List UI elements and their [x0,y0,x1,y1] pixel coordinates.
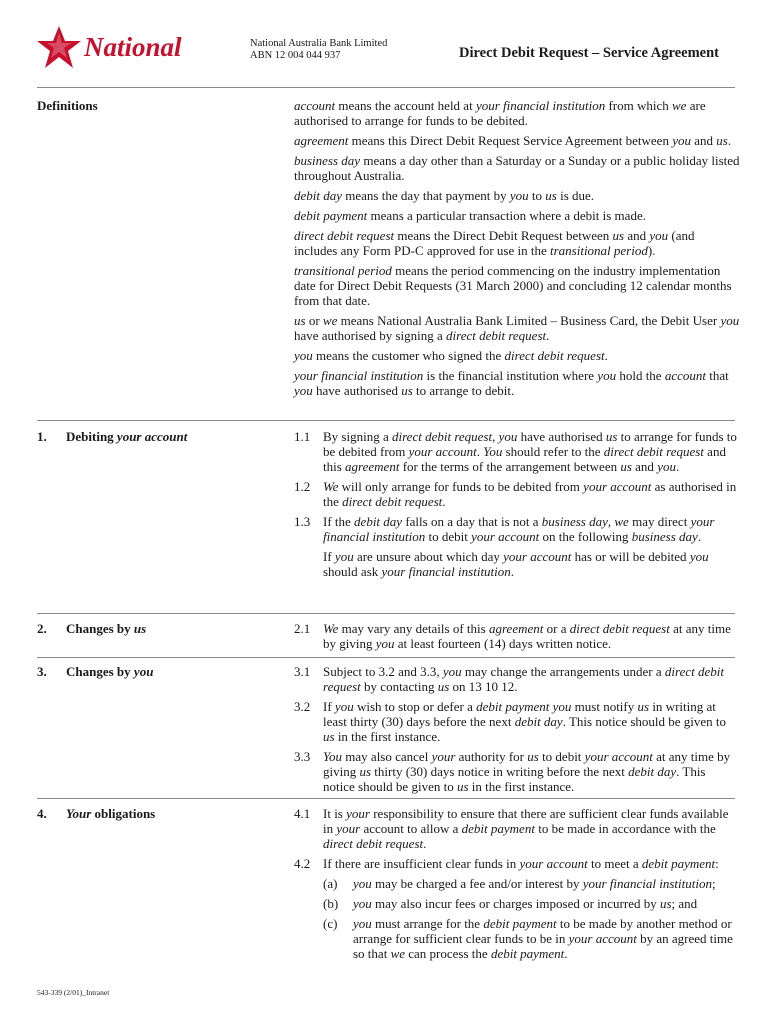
text-run: are unsure about which day [353,549,504,564]
defined-term: direct debit request [323,836,424,851]
text-run: means a particular transaction where a debit is made. [367,208,646,223]
defined-term: you [294,348,313,363]
definitions-heading: Definitions [37,98,98,113]
text-run: . [546,328,550,343]
text-run: have authorised [312,383,402,398]
text-run: are authorised to arrange for funds to be debited. [294,98,706,128]
national-star-logo-icon [37,24,217,72]
text-run: hold the [616,368,665,383]
text-run: to debit [538,749,585,764]
section-3-body [294,664,740,799]
defined-term: us [659,896,672,911]
defined-term: debit payment [461,821,535,836]
defined-term: business day [631,529,698,544]
definition-item [294,228,740,258]
defined-term: you [720,313,740,328]
text-run: By signing a [323,429,392,444]
text-run: means National Australia Bank Limited – Business Card, the Debit User [337,313,721,328]
text-run: If the [323,514,355,529]
defined-term: direct debit request [391,429,493,444]
defined-term: direct debit request [603,444,704,459]
defined-term: you [509,188,529,203]
text-run: and this [323,444,726,474]
defined-term: we [322,313,338,328]
section-divider [37,657,735,658]
defined-term: debit day [628,764,677,779]
defined-term: direct debit request [504,348,605,363]
text-run: . [564,946,568,961]
defined-term: you [672,133,691,148]
defined-term: your financial institution [582,876,712,891]
text-run: by contacting [360,679,438,694]
text-run: . [423,836,427,851]
text-run: and [624,228,650,243]
definition-item [294,153,740,183]
section-number: 3. [37,664,47,679]
defined-term: transitional period [294,263,392,278]
text-run: thirty (30) days notice in writing before the next [371,764,629,779]
national-logo [37,24,217,72]
section-2-heading: 2. Changes by us [37,621,147,636]
text-run: means a day other than a Saturday or a Sunday or a public holiday listed throughout Australia. [294,153,740,183]
text-run: . This notice should be given to [562,714,727,729]
text-run: must arrange for the [371,916,484,931]
text-run: and [631,459,658,474]
defined-term: agreement [345,459,400,474]
text-run: to be made in accordance with the [534,821,716,836]
text-run: is the financial institution where [423,368,598,383]
text-run: on the following [539,529,632,544]
defined-term: your account [503,549,572,564]
clause-4-2-a [294,876,740,891]
clause-4-2-b [294,896,740,911]
section-4-body [294,806,740,966]
definition-item [294,188,740,203]
defined-term: your account [584,749,653,764]
text-run: means the day that payment by [342,188,510,203]
defined-term: direct debit request [342,494,443,509]
text-run: If [323,699,335,714]
defined-term: your financial institution [381,564,511,579]
defined-term: direct debit request [569,621,670,636]
subclause-letter: (b) [323,896,339,911]
text-run: is due. [556,188,595,203]
defined-term: your account [519,856,588,871]
text-run: that [705,368,729,383]
section-number: 1. [37,429,47,444]
defined-term: us [437,679,450,694]
logo-wordmark: National [84,32,182,62]
clause-3-2 [294,699,740,744]
defined-term: agreement [488,621,544,636]
defined-term: your financial institution [294,368,424,383]
defined-term: you [353,916,372,931]
defined-term: we [390,946,406,961]
text-run: or [305,313,323,328]
clause-number: 3.1 [294,664,311,679]
defined-term: business day [541,514,608,529]
text-run: may also incur fees or charges imposed or incurred by [371,896,660,911]
defined-term: debit payment [483,916,557,931]
defined-term: you [334,699,354,714]
defined-term: debit day [294,188,343,203]
defined-term: you [442,664,462,679]
subclause-letter: (a) [323,876,338,891]
defined-term: your account [408,444,477,459]
clause-1-2 [294,479,740,509]
defined-term: you [375,636,395,651]
defined-term: you [334,549,354,564]
text-run: on 13 10 12. [449,679,518,694]
clause-1-3-note [294,549,740,579]
defined-term: account [664,368,706,383]
defined-term: your account [471,529,540,544]
defined-term: debit payment you [476,699,572,714]
section-divider [37,420,735,421]
clause-number: 1.3 [294,514,311,529]
definition-item [294,98,740,128]
text-run: at any time by giving [323,621,731,651]
defined-term: you [689,549,709,564]
defined-term: us [294,313,306,328]
text-run: means the Direct Debit Request between [394,228,613,243]
text-run: and [691,133,717,148]
defined-term: your [346,806,370,821]
defined-term: we [614,514,629,529]
text-run: (and includes any Form PD-C approved for use in the [294,228,695,258]
text-run: means the customer who signed the [312,348,505,363]
defined-term: You [323,749,343,764]
defined-term: agreement [294,133,349,148]
section-number: 4. [37,806,47,821]
text-run: to [528,188,546,203]
text-run: to debit [425,529,472,544]
text-run: for the terms of the arrangement between [399,459,621,474]
text-run: ). [647,243,656,258]
clause-number: 4.1 [294,806,311,821]
text-run: may vary any details of this [338,621,489,636]
defined-term: We [323,621,339,636]
defined-term: you [353,876,372,891]
text-run: or a [543,621,570,636]
definition-item [294,348,740,363]
bank-info [250,38,387,62]
clause-1-3 [294,514,740,544]
text-run: may change the arrangements under a [461,664,665,679]
text-run: . [675,459,680,474]
defined-term: direct debit request [323,664,724,694]
text-run: . [697,529,702,544]
defined-term: us [612,228,625,243]
text-run: can process the [405,946,491,961]
defined-term: direct debit request [294,228,395,243]
defined-term: us [637,699,650,714]
defined-term: you [353,896,372,911]
clause-1-1 [294,429,740,474]
section-divider [37,613,735,614]
defined-term: transitional period [549,243,648,258]
defined-term: you [498,429,518,444]
defined-term: us [527,749,539,764]
section-4-heading: 4. Your obligations [37,806,156,821]
text-run: Subject to 3.2 and 3.3, [323,664,443,679]
text-run: . [476,444,484,459]
defined-term: us [456,779,469,794]
defined-term: we [672,98,687,113]
text-run: may be charged a fee and/or interest by [371,876,583,891]
defined-term: debit payment [294,208,368,223]
defined-term: us [401,383,413,398]
text-run: . [604,348,608,363]
text-run: ; and [671,896,698,911]
definition-item [294,263,740,308]
text-run: , [607,514,615,529]
header-divider [37,87,735,88]
text-run: If [323,549,335,564]
clause-number: 3.2 [294,699,311,714]
definition-item [294,133,740,148]
defined-term: us [605,429,618,444]
defined-term: us [545,188,557,203]
section-divider [37,798,735,799]
text-run: wish to stop or defer a [353,699,477,714]
defined-term: you [657,459,676,474]
text-run: authority for [455,749,528,764]
document-title: Direct Debit Request – Service Agreement [459,45,719,61]
text-run: must notify [571,699,638,714]
subclause-letter: (c) [323,916,338,931]
text-run: means this Direct Debit Request Service Agreement between [348,133,673,148]
text-run: by an agreed time so that [353,931,733,961]
text-run: : [715,856,719,871]
text-run: from which [605,98,673,113]
definition-item [294,313,740,343]
text-run: . [727,133,732,148]
section-3-heading: 3. Changes by you [37,664,154,679]
text-run: , [492,429,499,444]
text-run: may direct [628,514,691,529]
text-run: should ask [323,564,382,579]
defined-term: you [649,228,669,243]
defined-term: your account [568,931,637,946]
clause-4-1 [294,806,740,851]
text-run: to meet a [587,856,642,871]
bank-name: National Australia Bank Limited [250,38,388,49]
section-1-body [294,429,740,584]
text-run: to arrange to debit. [412,383,515,398]
form-code: 543-339 (2/01)_Intranet [37,988,110,997]
bank-abn: ABN 12 004 044 937 [250,50,341,61]
clause-4-2 [294,856,740,871]
section-number: 2. [37,621,47,636]
text-run: falls on a day that is not a [402,514,542,529]
defined-term: You [483,444,503,459]
text-run: means the period commencing on the industry implementation date for Direct Debit Requests (31 March 2000) and concluding 12 calendar months from that date. [294,263,732,308]
text-run: will only arrange for funds to be debited from [338,479,584,494]
section-2-body [294,621,740,656]
defined-term: your [431,749,456,764]
text-run: responsibility to ensure that there are sufficient clear funds available in [323,806,729,836]
defined-term: debit day [354,514,403,529]
text-run: have authorised by signing a [294,328,446,343]
definition-item [294,208,740,223]
defined-term: us [620,459,632,474]
defined-term: us [716,133,728,148]
clause-3-3 [294,749,740,794]
defined-term: We [323,479,339,494]
defined-term: your account [583,479,652,494]
defined-term: debit day [514,714,563,729]
text-run: to arrange for funds to be debited from [323,429,737,459]
text-run: ; [711,876,716,891]
definitions-list [294,98,740,403]
defined-term: business day [294,153,361,168]
text-run: has or will be debited [571,549,690,564]
defined-term: direct debit request [446,328,547,343]
text-run: account to allow a [360,821,462,836]
text-run: at any time by giving [323,749,731,779]
text-run: means the account held at [335,98,476,113]
definition-item [294,368,740,398]
text-run: in writing at least thirty (30) days before the next [323,699,716,729]
clause-4-2-c [294,916,740,961]
text-run: may also cancel [342,749,432,764]
text-run: at least fourteen (14) days written notice. [394,636,612,651]
text-run: have authorised [517,429,606,444]
text-run: in the first instance. [334,729,441,744]
defined-term: debit payment [490,946,565,961]
clause-number: 1.1 [294,429,311,444]
defined-term: you [597,368,617,383]
defined-term: your [336,821,361,836]
defined-term: account [294,98,336,113]
section-1-heading: 1. Debiting your account [37,429,188,444]
clause-number: 3.3 [294,749,311,764]
text-run: should refer to the [502,444,604,459]
text-run: . [510,564,515,579]
clause-3-1 [294,664,740,694]
clause-2-1 [294,621,740,651]
clause-number: 4.2 [294,856,311,871]
defined-term: debit payment [641,856,716,871]
clause-number: 2.1 [294,621,311,636]
clause-number: 1.2 [294,479,311,494]
text-run: . [442,494,446,509]
text-run: as authorised in the [323,479,737,509]
text-run: It is [323,806,347,821]
defined-term: us [359,764,372,779]
text-run: If there are insufficient clear funds in [323,856,520,871]
defined-term: your financial institution [475,98,606,113]
defined-term: you [294,383,313,398]
defined-term: us [323,729,335,744]
text-run: . This notice should be given to [323,764,706,794]
text-run: in the first instance. [468,779,575,794]
defined-term: your financial institution [323,514,715,544]
text-run: to be made by another method or arrange for sufficient clear funds to be in [353,916,732,946]
